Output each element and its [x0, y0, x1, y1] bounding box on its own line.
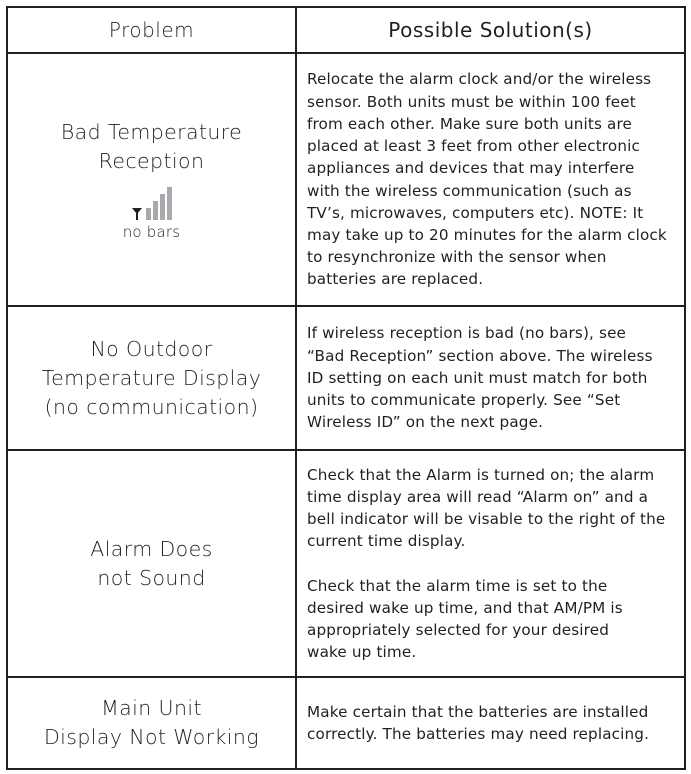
signal-bar	[153, 201, 158, 220]
icon-caption: no bars	[122, 222, 181, 241]
problem-text: No Outdoor Temperature Display (no communication)	[41, 336, 262, 419]
problem-cell	[8, 54, 297, 305]
problem-cell	[8, 678, 297, 768]
solution-cell	[297, 451, 684, 676]
problem-cell	[8, 307, 297, 449]
problem-text: Alarm Does not Sound	[90, 536, 213, 590]
solution-text: Make certain that the batteries are installed correctly. The batteries may need replacing.	[307, 702, 650, 743]
signal-bars-icon	[131, 186, 172, 220]
signal-bar	[160, 194, 165, 220]
problem-cell	[8, 451, 297, 676]
solution-cell	[297, 307, 684, 449]
troubleshooting-table	[6, 6, 686, 770]
table-row	[8, 307, 684, 451]
solution-text: Check that the Alarm is turned on; the alarm time display area will read “Alarm on” and a bell indicator will be visable to the right of the current time display.	[307, 465, 666, 551]
problem-text: Bad Temperature Reception	[60, 119, 243, 173]
solution-text: Check that the alarm time is set to the desired wake up time, and that AM/PM is appropriately selected for your desired wake up time.	[307, 576, 623, 662]
antenna-icon	[131, 206, 143, 220]
solution-text: If wireless reception is bad (no bars), see “Bad Reception” section above. The wireless ID setting on each unit must match for both units to communicate properly. See “Set Wireless ID” on the next page.	[307, 324, 653, 432]
table-row	[8, 451, 684, 678]
signal-bar	[146, 208, 151, 220]
header-problem: Problem	[8, 8, 297, 52]
signal-bar	[167, 187, 172, 220]
table-row	[8, 54, 684, 307]
table-row	[8, 678, 684, 768]
solution-cell	[297, 54, 684, 305]
header-solution: Possible Solution(s)	[388, 17, 593, 42]
solution-text: Relocate the alarm clock and/or the wireless sensor. Both units must be within 100 feet from each other. Make sure both units are placed at least 3 feet from other electronic appliances and devices that may interfere with the wireless communication (such as TV’s, microwaves, computers etc). NOTE: It may take up to 20 minutes for the alarm clock to resynchronize with the sensor when batteries are replaced.	[307, 70, 667, 289]
solution-cell	[297, 678, 684, 768]
problem-text: Main Unit Display Not Working	[43, 696, 259, 749]
table-header-row	[8, 8, 684, 54]
